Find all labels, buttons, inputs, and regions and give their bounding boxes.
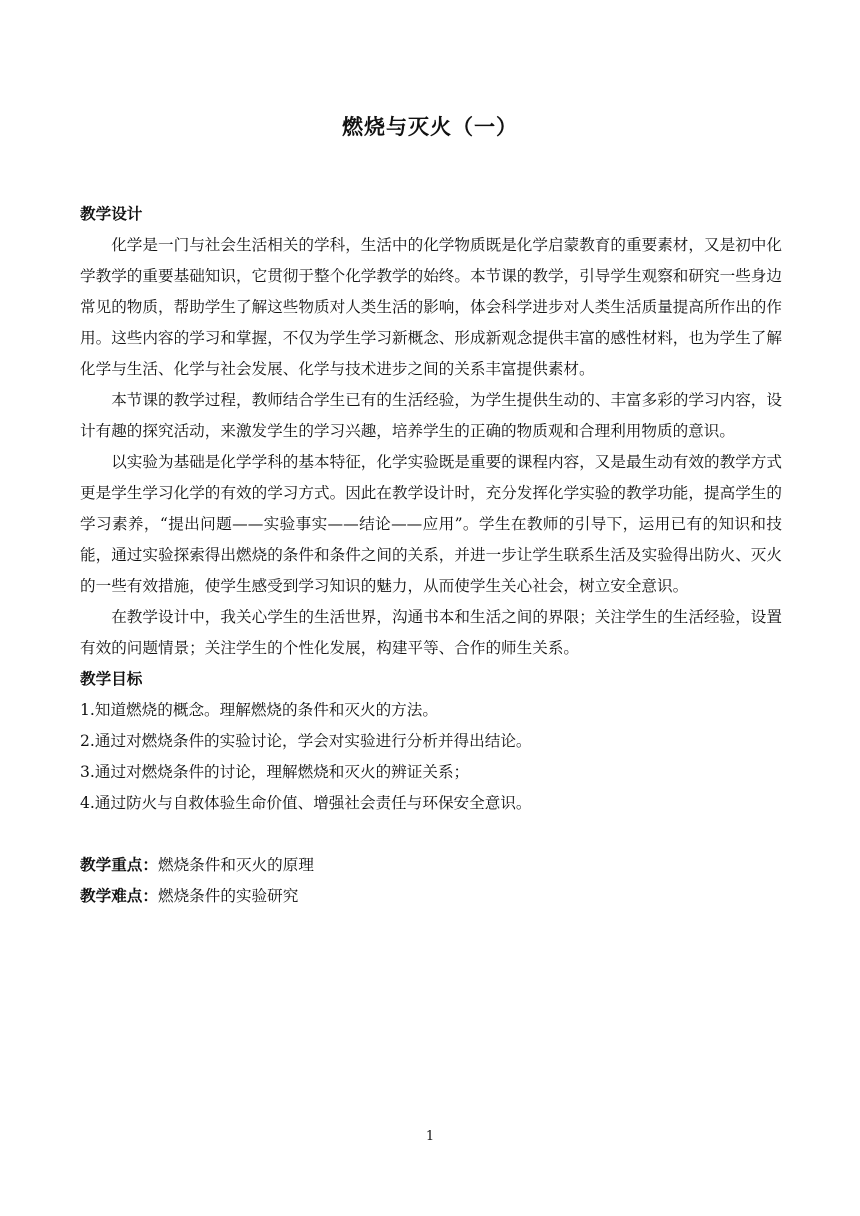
difficult-point-text: 燃烧条件的实验研究 xyxy=(157,887,299,905)
section-heading-teaching-objectives: 教学目标 xyxy=(80,670,143,688)
section-heading-teaching-design: 教学设计 xyxy=(80,205,143,223)
design-paragraph-1: 化学是一门与社会生活相关的学科，生活中的化学物质既是化学启蒙教育的重要素材，又是初中化学教学的重要基础知识，它贯彻于整个化学教学的始终。本节课的教学，引导学生观察和研究一些身边常见的物质，帮助学生了解这些物质对人类生活的影响，体会科学进步对人类生活质量提高所作出的作用。这些内容的学习和掌握，不仅为学生学习新概念、形成新观念提供丰富的感性材料，也为学生了解化学与生活、化学与社会发展、化学与技术进步之间的关系丰富提供素材。 xyxy=(80,236,782,378)
key-point-line xyxy=(80,850,782,881)
objective-item-1: 1.知道燃烧的概念。理解燃烧的条件和灭火的方法。 xyxy=(80,701,438,719)
design-paragraph-3: 以实验为基础是化学学科的基本特征，化学实验既是重要的课程内容，又是最生动有效的教学方式更是学生学习化学的有效的学习方式。因此在教学设计时，充分发挥化学实验的教学功能，提高学生的学习素养，“提出问题——实验事实——结论——应用”。学生在教师的引导下，运用已有的知识和技能，通过实验探索得出燃烧的条件和条件之间的关系，并进一步让学生联系生活及实验得出防火、灭火的一些有效措施，使学生感受到学习知识的魅力，从而使学生关心社会，树立安全意识。 xyxy=(80,453,782,595)
difficult-point-label: 教学难点： xyxy=(80,887,158,905)
objective-item-2: 2.通过对燃烧条件的实验讨论，学会对实验进行分析并得出结论。 xyxy=(80,732,532,750)
section-spacer xyxy=(80,819,782,850)
page-number: 1 xyxy=(425,1129,435,1144)
difficult-point-line xyxy=(80,881,782,912)
design-paragraph-4: 在教学设计中，我关心学生的生活世界，沟通书本和生活之间的界限；关注学生的生活经验，设置有效的问题情景；关注学生的个性化发展，构建平等、合作的师生关系。 xyxy=(80,608,782,657)
key-point-label: 教学重点： xyxy=(80,856,158,874)
design-paragraph-2: 本节课的教学过程，教师结合学生已有的生活经验，为学生提供生动的、丰富多彩的学习内容，设计有趣的探究活动，来激发学生的学习兴趣，培养学生的正确的物质观和合理利用物质的意识。 xyxy=(80,391,782,440)
key-point-text: 燃烧条件和灭火的原理 xyxy=(157,856,314,874)
document-title: 燃烧与灭火（一） xyxy=(342,115,518,139)
objective-item-3: 3.通过对燃烧条件的讨论，理解燃烧和灭火的辨证关系； xyxy=(80,763,470,781)
document-body xyxy=(80,199,782,912)
objective-item-4: 4.通过防火与自救体验生命价值、增强社会责任与环保安全意识。 xyxy=(80,794,532,812)
